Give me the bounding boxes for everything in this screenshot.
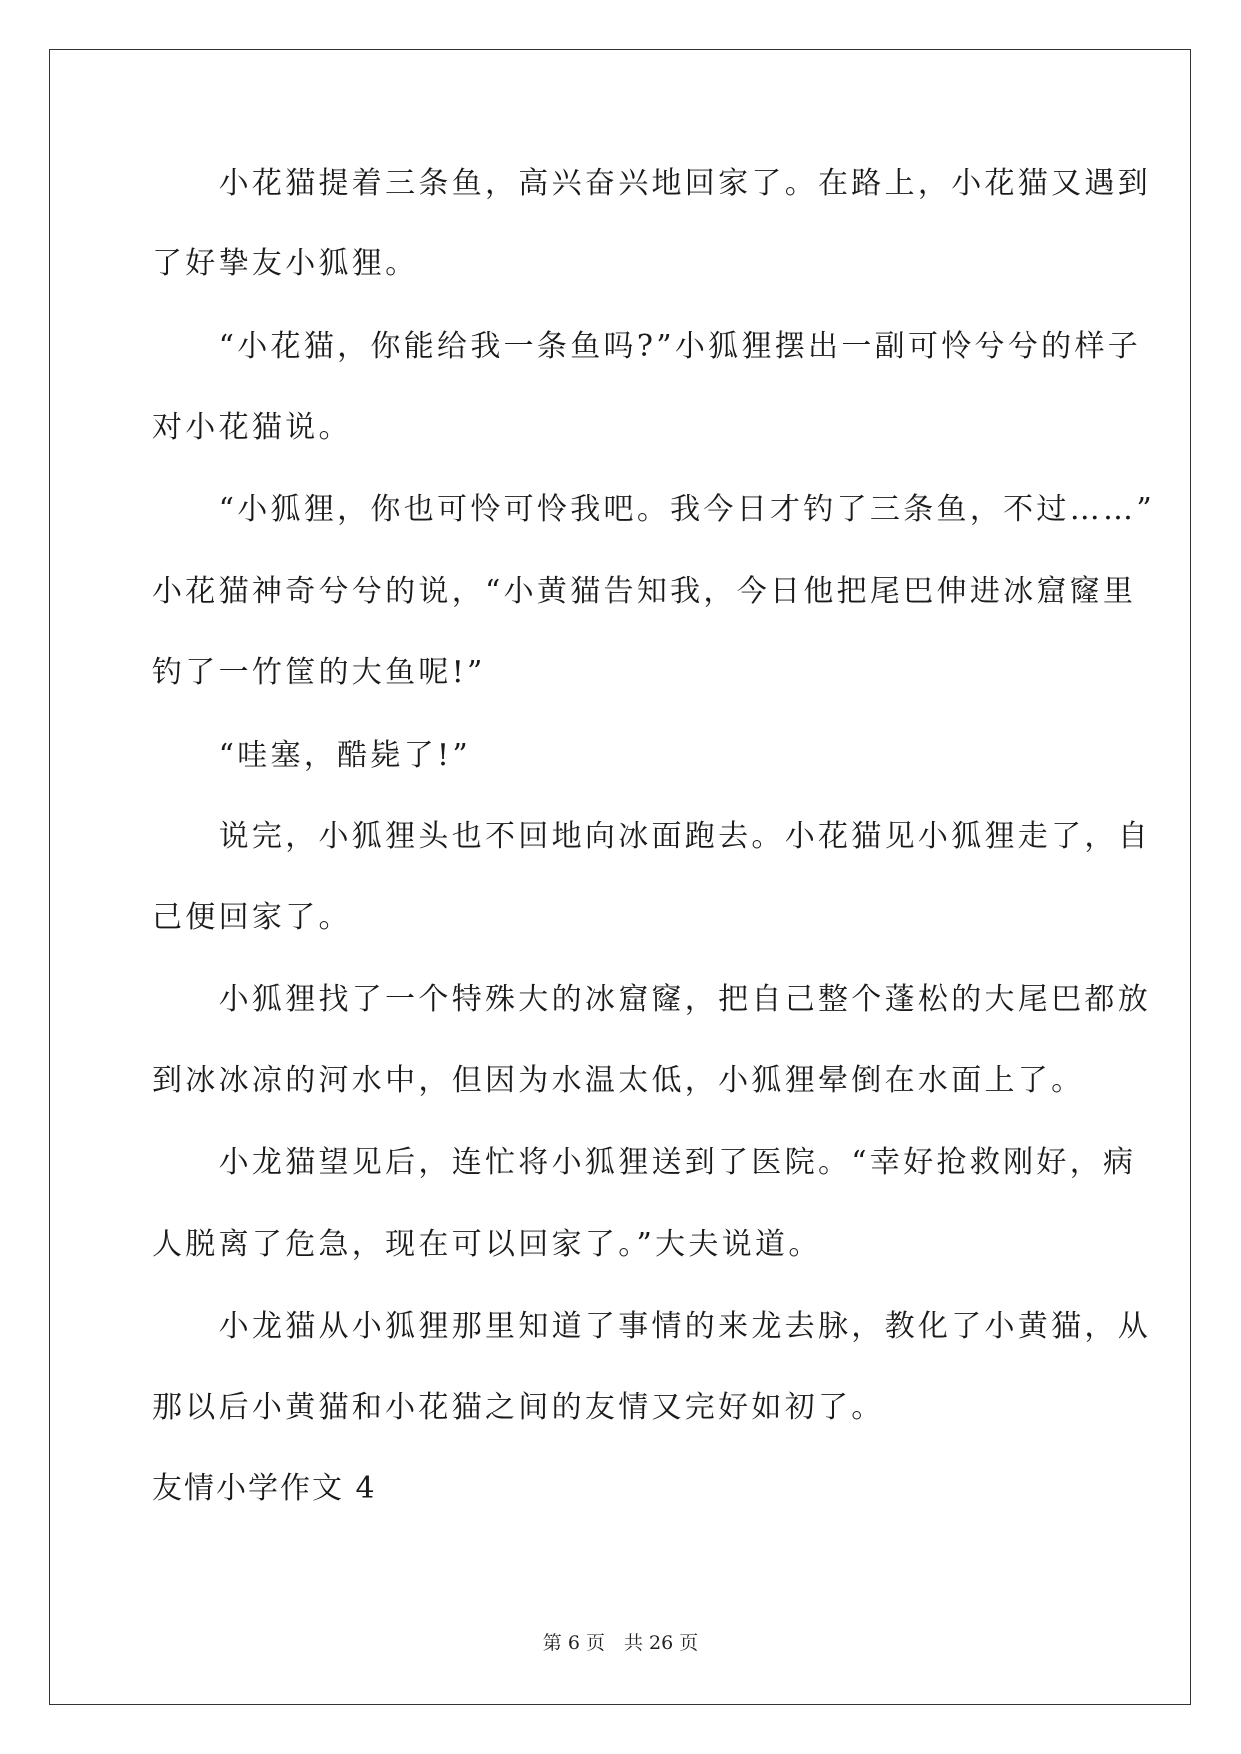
text-line: “小狐狸，你也可怜可怜我吧。我今日才钓了三条鱼，不过……”	[152, 492, 1155, 527]
text-line: 钓了一竹筐的大鱼呢!”	[152, 655, 486, 690]
text-line: 小狐狸找了一个特殊大的冰窟窿，把自己整个蓬松的大尾巴都放	[152, 982, 1151, 1017]
section-heading: 友情小学作文 4	[152, 1471, 377, 1506]
text-line: 小花猫神奇兮兮的说，“小黄猫告知我，今日他把尾巴伸进冰窟窿里	[152, 574, 1137, 609]
text-line: 了好挚友小狐狸。	[152, 246, 419, 281]
text-line: “哇塞，酷毙了!”	[152, 738, 472, 773]
text-line: 小龙猫从小狐狸那里知道了事情的来龙去脉，教化了小黄猫，从	[152, 1309, 1151, 1344]
page-number: 第 6 页 共 26 页	[542, 1632, 699, 1654]
text-line: 到冰冰凉的河水中，但因为水温太低，小狐狸晕倒在水面上了。	[152, 1063, 1085, 1098]
text-line: 人脱离了危急，现在可以回家了。”大夫说道。	[152, 1227, 822, 1262]
text-line: 对小花猫说。	[152, 410, 352, 445]
page-border	[49, 49, 1191, 1705]
text-line: 小龙猫望见后，连忙将小狐狸送到了医院。“幸好抢救刚好，病	[152, 1145, 1137, 1180]
text-line: 说完，小狐狸头也不回地向冰面跑去。小花猫见小狐狸走了，自	[152, 819, 1151, 854]
text-line: 小花猫提着三条鱼，高兴奋兴地回家了。在路上，小花猫又遇到	[152, 166, 1151, 201]
text-line: “小花猫，你能给我一条鱼吗?”小狐狸摆出一副可怜兮兮的样子	[152, 329, 1142, 364]
text-line: 己便回家了。	[152, 900, 352, 935]
text-line: 那以后小黄猫和小花猫之间的友情又完好如初了。	[152, 1390, 885, 1425]
